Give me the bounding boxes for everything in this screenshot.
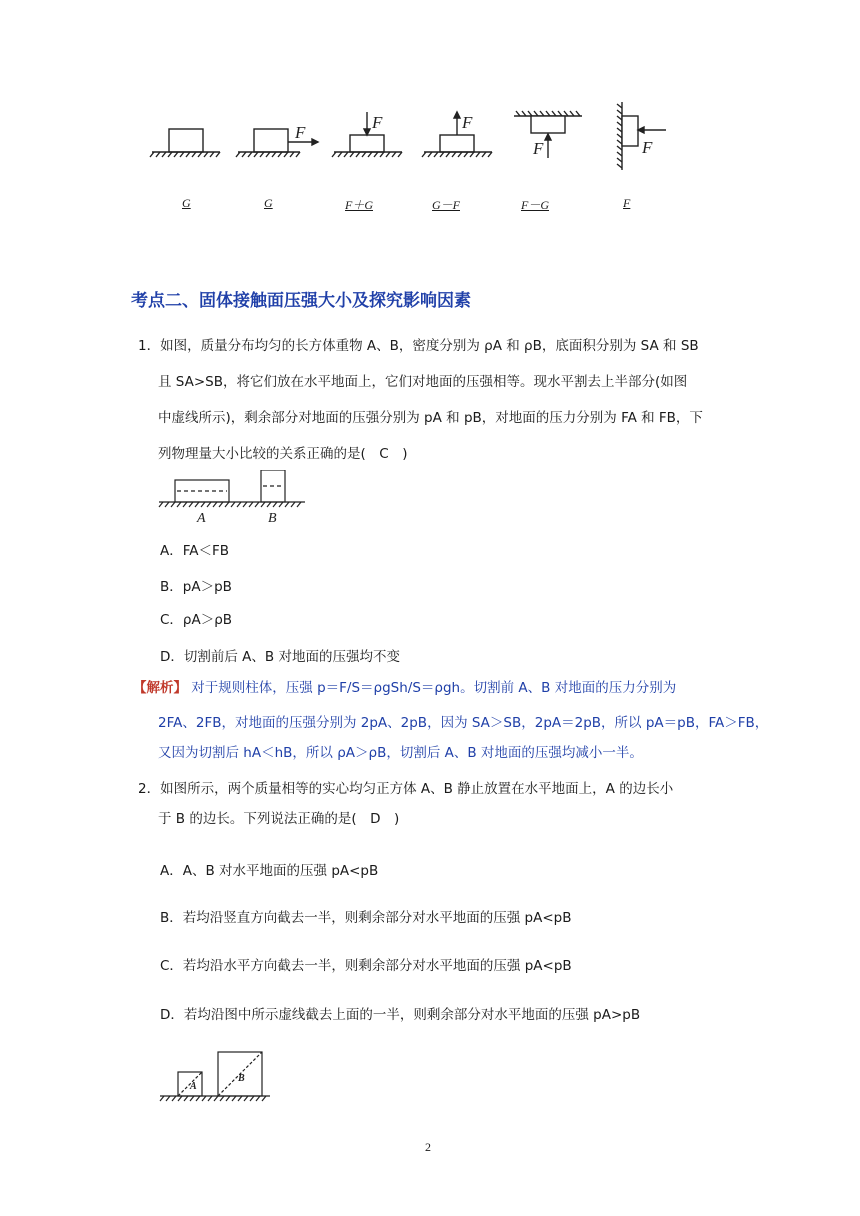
q1-analysis-line: 又因为切割后 hA＜hB，所以 ρA＞ρB，切割后 A、B 对地面的压强均减小一半。 (158, 745, 643, 761)
figure-label-b: B (268, 511, 277, 526)
section-title: 考点二、固体接触面压强大小及探究影响因素 (131, 291, 471, 311)
answer-label: G (182, 196, 191, 210)
q1-line: 1．如图，质量分布均匀的长方体重物 A、B，密度分别为 ρA 和 ρB，底面积分别为 SA 和 SB (138, 338, 699, 354)
q2-line: 2．如图所示，两个质量相等的实心均匀正方体 A、B 静止放置在水平地面上，A 的边长小 (138, 781, 674, 797)
diagram-ceiling-force (514, 111, 582, 158)
q1-analysis-line: 2FA、2FB，对地面的压强分别为 2pA、2pB，因为 SA＞SB，2pA＝2pB，所以 pA＝pB，FA＞FB， (158, 715, 769, 731)
q1-line: 中虚线所示)，剩余部分对地面的压强分别为 pA 和 pB，对地面的压力分别为 FA 和 FB，下 (158, 410, 703, 426)
answer-label: F－G (521, 198, 549, 212)
q2-figure (158, 1048, 273, 1108)
figure-label-a: A (197, 511, 206, 526)
q1-option-c: C．ρA＞ρB (160, 612, 233, 628)
figure-label-a: A (190, 1081, 197, 1092)
q2-option-b: B．若均沿竖直方向截去一半，则剩余部分对水平地面的压强 pA<pB (160, 910, 572, 926)
answer-label: F＋G (345, 198, 373, 212)
analysis-tag: 【解析】 (133, 680, 187, 696)
force-label: F (642, 138, 653, 157)
diagram-upward-force (422, 112, 492, 157)
force-diagrams (140, 90, 700, 170)
diagram-downward-force (332, 112, 402, 157)
q2-option-a: A．A、B 对水平地面的压强 pA<pB (160, 863, 379, 879)
page-number: 2 (425, 1140, 431, 1154)
answer-label: G－F (432, 198, 460, 212)
analysis-text: 对于规则柱体，压强 p＝F/S＝ρgSh/S＝ρgh。切割前 A、B 对地面的压力分别为 (191, 680, 677, 696)
q1-line: 列物理量大小比较的关系正确的是( C ) (158, 446, 408, 462)
answer-label: F (623, 196, 631, 210)
diagram-horizontal-force (236, 129, 318, 157)
q2-option-d: D．若均沿图中所示虚线截去上面的一半，则剩余部分对水平地面的压强 pA>pB (160, 1007, 641, 1023)
q1-option-a: A．FA＜FB (160, 543, 230, 559)
diagram-block-on-ground (150, 129, 220, 157)
force-label: F (462, 113, 473, 132)
answer-label: G (264, 196, 273, 210)
force-label: F (372, 113, 383, 132)
force-label: F (533, 139, 544, 158)
q1-figure (155, 470, 315, 530)
force-label: F (295, 123, 306, 142)
figure-label-b: B (238, 1073, 245, 1084)
q1-option-d: D．切割前后 A、B 对地面的压强均不变 (160, 649, 400, 665)
q1-analysis (133, 679, 676, 697)
q1-line: 且 SA>SB，将它们放在水平地面上，它们对地面的压强相等。现水平割去上半部分(如图 (158, 374, 688, 390)
diagram-wall-force (617, 102, 666, 170)
q2-line: 于 B 的边长。下列说法正确的是( D ) (158, 811, 400, 827)
q1-option-b: B．pA＞pB (160, 579, 232, 595)
q2-option-c: C．若均沿水平方向截去一半，则剩余部分对水平地面的压强 pA<pB (160, 958, 572, 974)
